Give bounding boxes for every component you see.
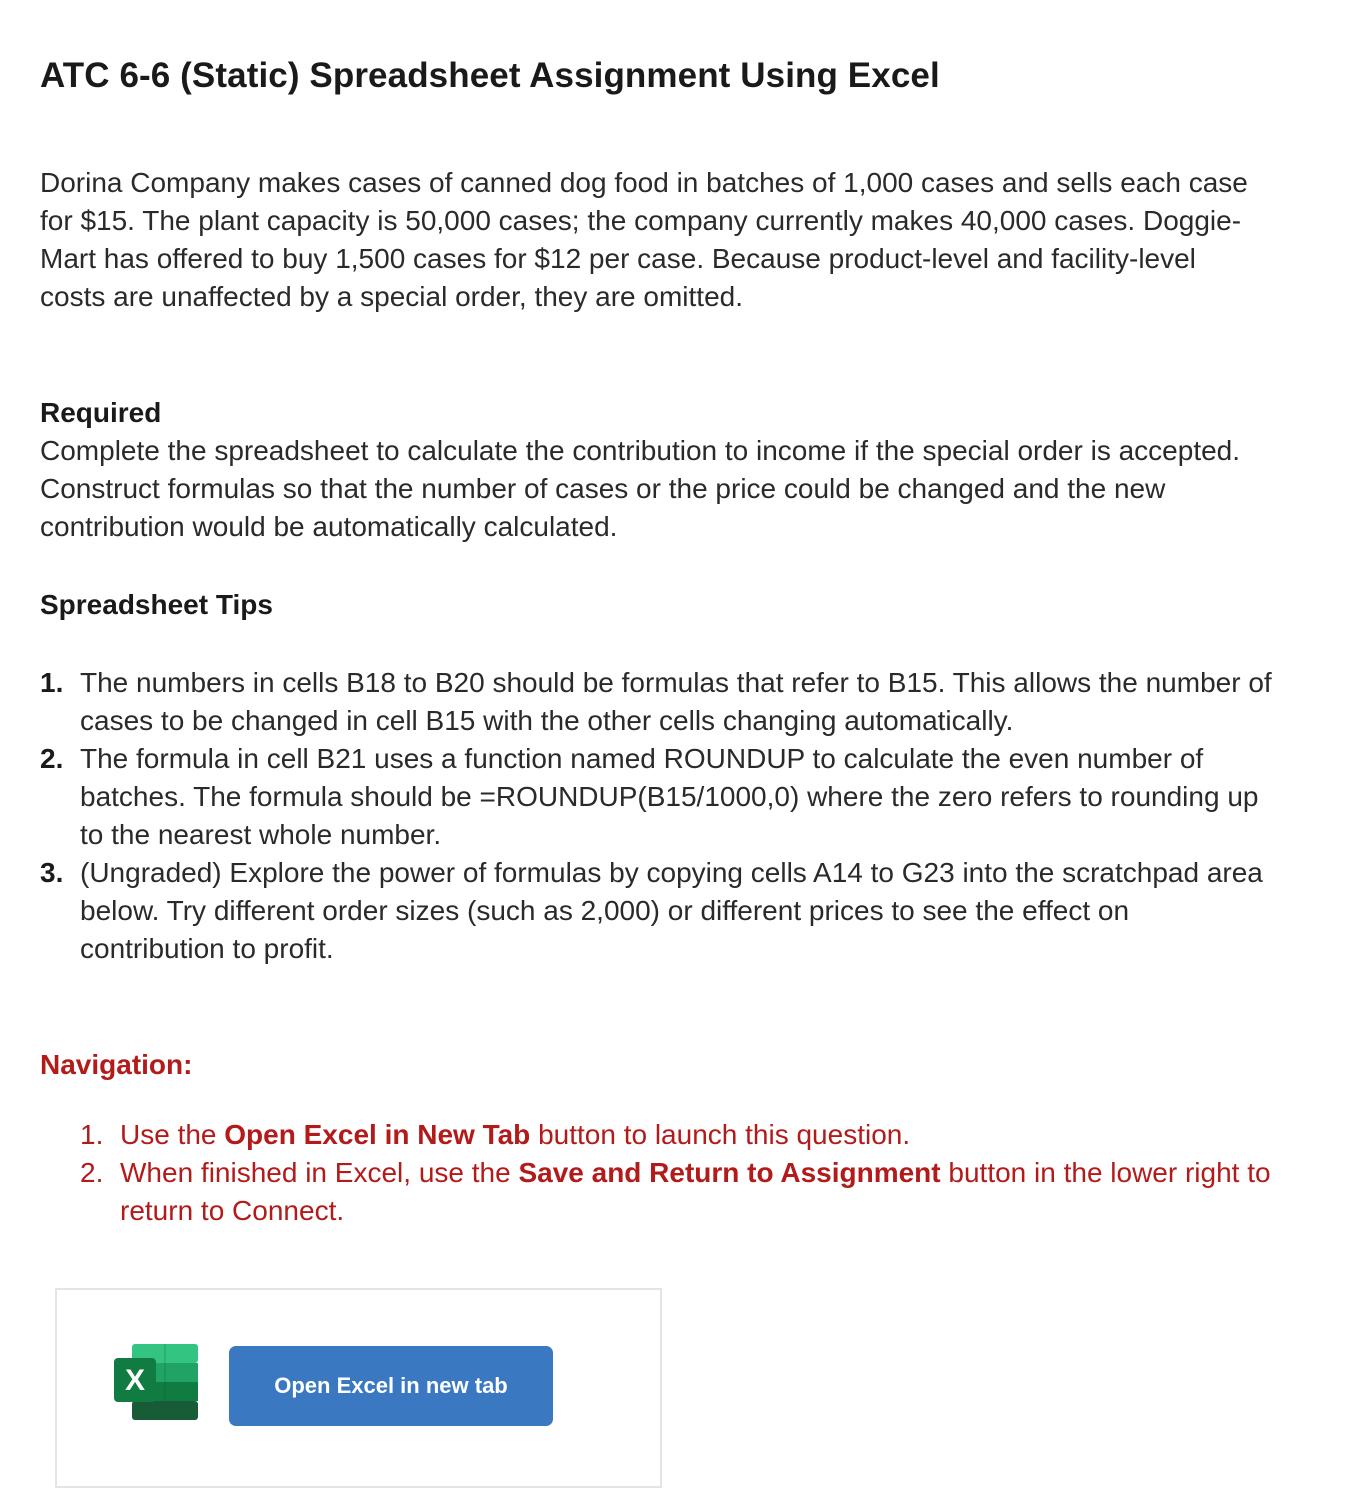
tip-number: 2. xyxy=(40,743,64,774)
navigation-number: 1. xyxy=(80,1119,104,1150)
tip-text: (Ungraded) Explore the power of formulas by copying cells A14 to G23 into the scratchpad area below. Try different order sizes (such as 2,000) or different prices to see the effect on contribution to profit. xyxy=(80,857,1263,964)
tip-number: 3. xyxy=(40,857,64,888)
excel-icon-letter: X xyxy=(124,1364,146,1397)
navigation-text-post: button to launch this question. xyxy=(530,1119,911,1150)
navigation-item xyxy=(80,1116,1280,1154)
intro-paragraph: Dorina Company makes cases of canned dog food in batches of 1,000 cases and sells each case for $15. The plant capacity is 50,000 cases; the company currently makes 40,000 cases. Doggie-Mart has offered to buy 1,500 cases for $12 per case. Because product-level and facility-level costs are unaffected by a special order, they are omitted. xyxy=(40,167,1248,312)
open-excel-button[interactable]: Open Excel in new tab xyxy=(229,1346,553,1426)
navigation-text-pre: When finished in Excel, use the xyxy=(120,1157,519,1188)
navigation-list xyxy=(80,1116,1280,1230)
tip-item xyxy=(40,664,1280,740)
navigation-text-bold: Save and Return to Assignment xyxy=(518,1157,941,1188)
required-text: Complete the spreadsheet to calculate the contribution to income if the special order is accepted. Construct formulas so that the number of cases or the price could be changed and the new contribution would be automatically calculated. xyxy=(40,435,1241,542)
tip-item xyxy=(40,854,1280,968)
spreadsheet-tips-list xyxy=(40,664,1280,968)
navigation-heading: Navigation: xyxy=(40,1049,193,1080)
tip-text: The numbers in cells B18 to B20 should be formulas that refer to B15. This allows the number of cases to be changed in cell B15 with the other cells changing automatically. xyxy=(80,667,1272,736)
navigation-text-bold: Open Excel in New Tab xyxy=(224,1119,531,1150)
page-title: ATC 6-6 (Static) Spreadsheet Assignment Using Excel xyxy=(40,56,940,95)
tip-item xyxy=(40,740,1280,854)
navigation-text-pre: Use the xyxy=(120,1119,225,1150)
excel-icon xyxy=(114,1344,198,1420)
excel-launch-panel xyxy=(55,1288,662,1488)
navigation-text-post: button in the lower right to return to Connect. xyxy=(120,1157,1271,1226)
spreadsheet-tips-heading: Spreadsheet Tips xyxy=(40,589,273,620)
navigation-number: 2. xyxy=(80,1157,104,1188)
tip-text: The formula in cell B21 uses a function named ROUNDUP to calculate the even number of batches. The formula should be =ROUNDUP(B15/1000,0) where the zero refers to rounding up to the nearest whole number. xyxy=(80,743,1259,850)
required-heading: Required xyxy=(40,397,162,428)
tip-number: 1. xyxy=(40,667,64,698)
navigation-item xyxy=(80,1154,1280,1230)
